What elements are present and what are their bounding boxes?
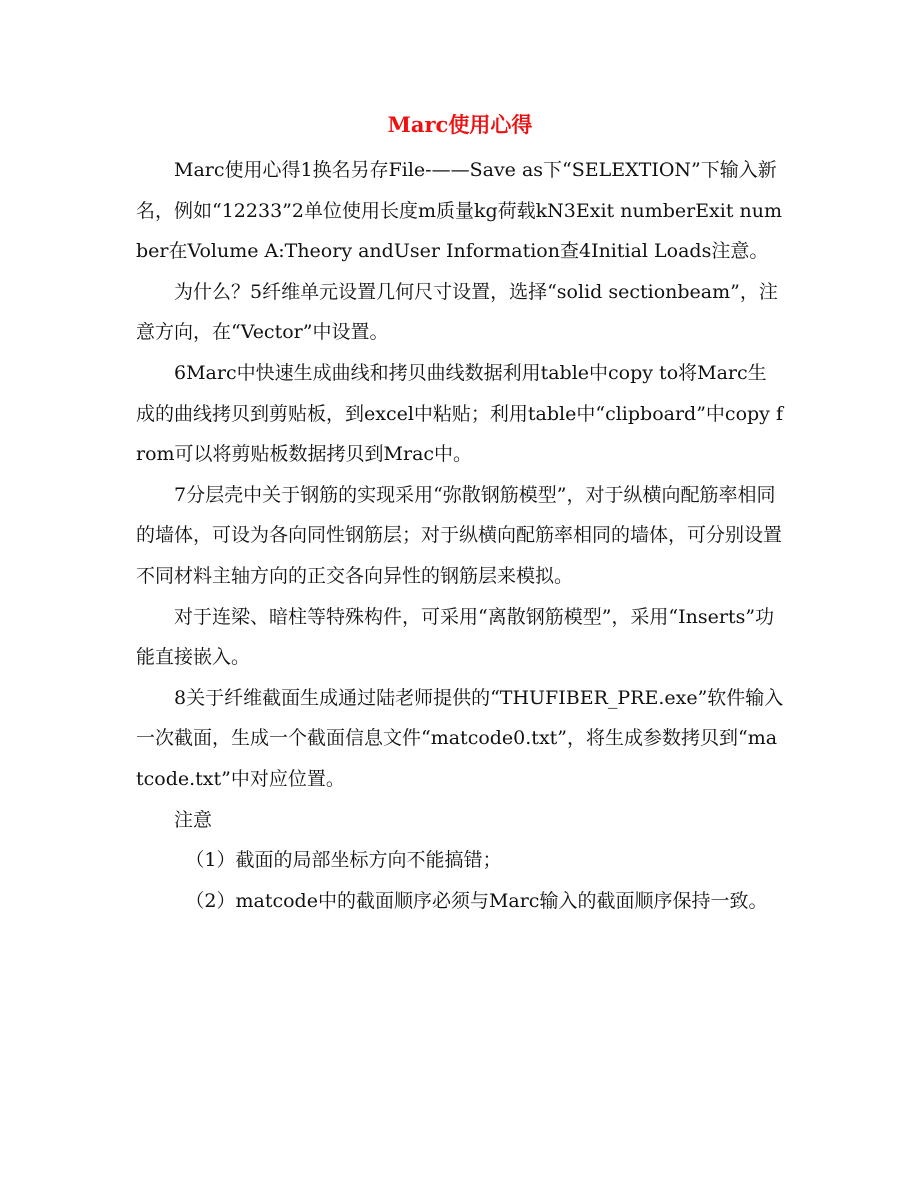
note-item-1: （1）截面的局部坐标方向不能搞错； [185, 849, 502, 872]
document-body [136, 150, 784, 921]
document-title: Marc使用心得 [387, 112, 533, 137]
note-item-2: （2）matcode中的截面顺序必须与Marc输入的截面顺序保持一致。 [185, 889, 768, 912]
paragraph-layered-shell: 7分层壳中关于钢筋的实现采用“弥散钢筋模型”，对于纵横向配筋率相同的墙体，可设为各向同性钢筋层；对于纵横向配筋率相同的墙体，可分别设置不同材料主轴方向的正交各向异性的钢筋层来模拟。 [136, 483, 783, 587]
paragraph-note-heading: 注意 [174, 808, 213, 831]
paragraph-fiber-section: 8关于纤维截面生成通过陆老师提供的“THUFIBER_PRE.exe”软件输入一次截面，生成一个截面信息文件“matcode0.txt”，将生成参数拷贝到“matcode.txt”中对应位置。 [136, 686, 784, 790]
paragraph-fiber-element: 为什么？5纤维单元设置几何尺寸设置，选择“solid sectionbeam”，注意方向，在“Vector”中设置。 [136, 280, 778, 344]
paragraph-discrete-rebar: 对于连梁、暗柱等特殊构件，可采用“离散钢筋模型”，采用“Inserts”功能直接嵌入。 [136, 605, 775, 669]
paragraph-rename-units: Marc使用心得1换名另存File-——Save as下“SELEXTION”下输入新名，例如“12233”2单位使用长度m质量kg荷载kN3Exit numberExit number在Volume A:Theory andUser Information查4Initial Loads注意。 [136, 159, 783, 263]
paragraph-curve-copy: 6Marc中快速生成曲线和拷贝曲线数据利用table中copy to将Marc生成的曲线拷贝到剪贴板，到excel中粘贴；利用table中“clipboard”中copy from可以将剪贴板数据拷贝到Mrac中。 [136, 361, 783, 466]
